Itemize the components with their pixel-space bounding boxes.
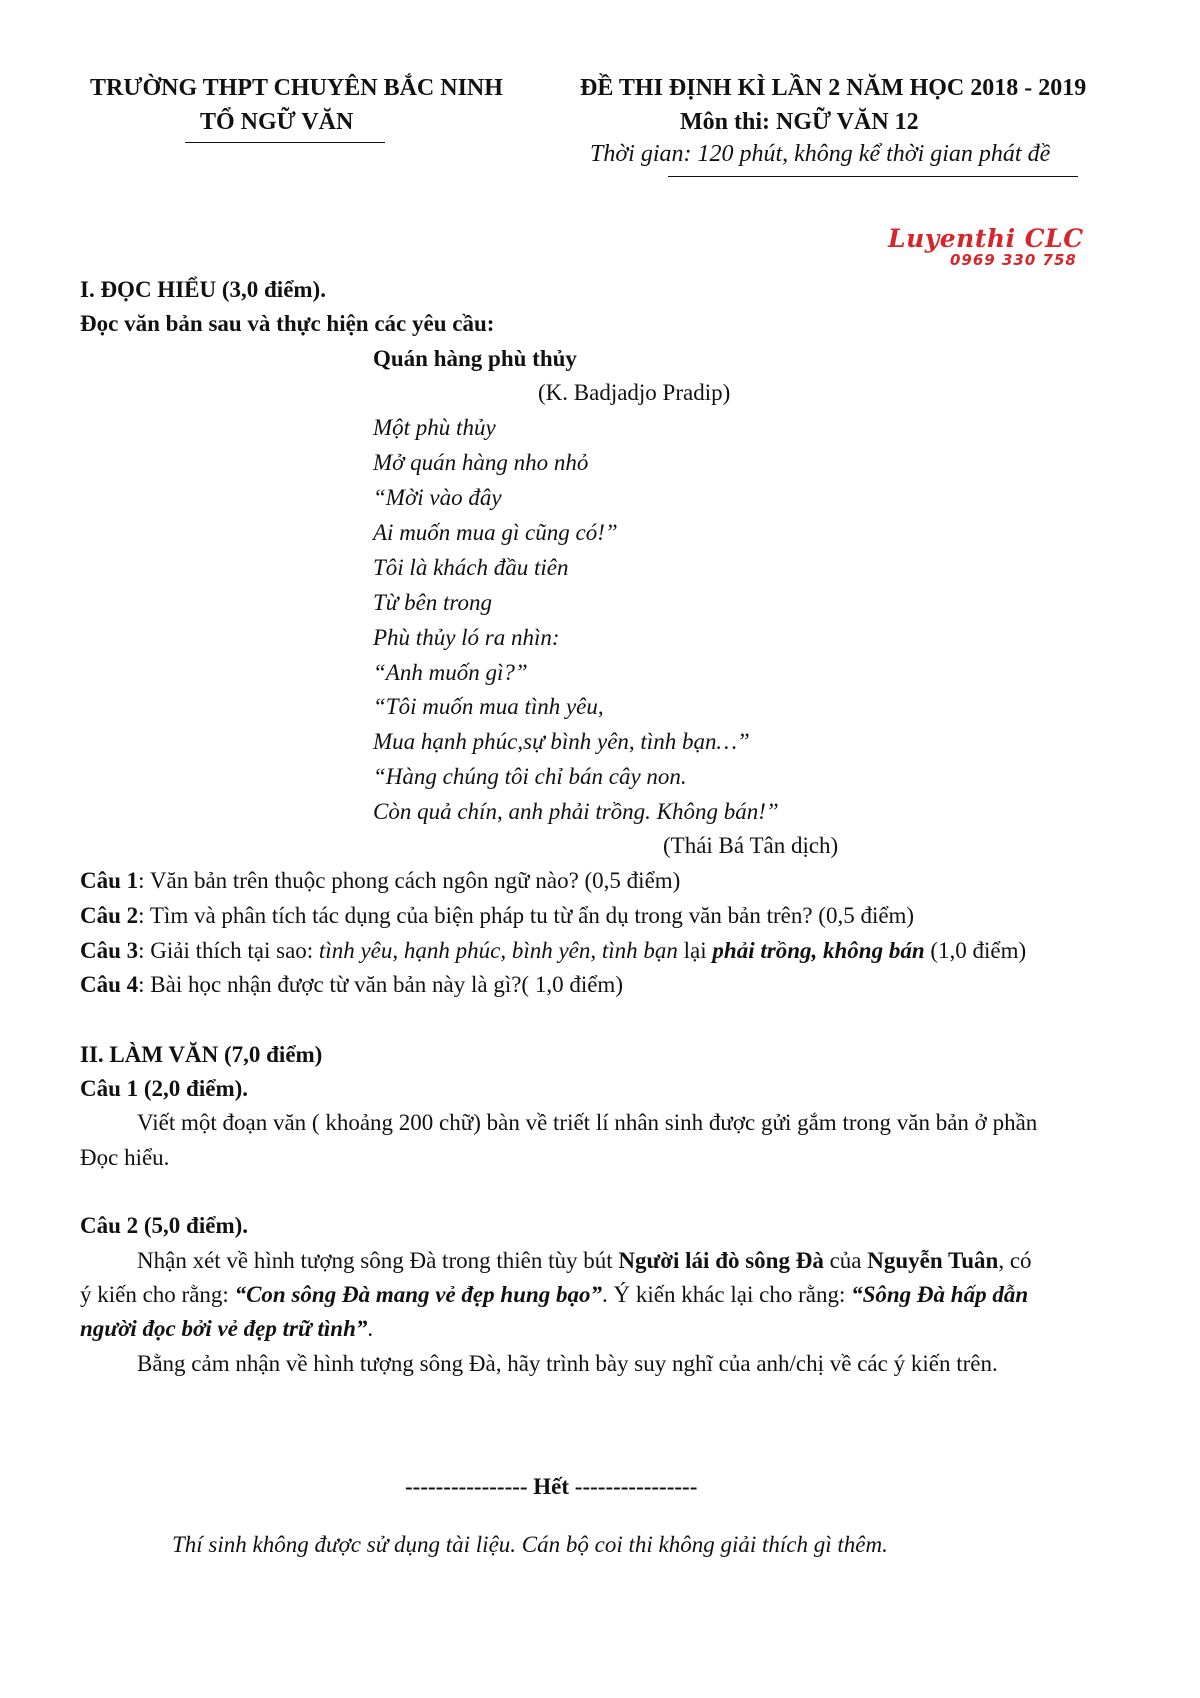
school-name: TRƯỜNG THPT CHUYÊN BẮC NINH (90, 75, 503, 101)
poem-line: “Mời vào đây (373, 485, 502, 510)
watermark-logo (888, 226, 1118, 268)
part2-question-2-line: Bằng cảm nhận về hình tượng sông Đà, hãy trình bày suy nghĩ của anh/chị về các ý kiến trên. (137, 1351, 998, 1376)
q2-text: Nhận xét về hình tượng sông Đà trong thiên tùy bút (137, 1248, 619, 1273)
poem-title: Quán hàng phù thủy (373, 346, 577, 371)
department-name: TỔ NGỮ VĂN (200, 109, 354, 135)
question-3-mid: lại (677, 938, 713, 963)
poem-line: Mở quán hàng nho nhỏ (373, 450, 589, 475)
duration-underline (668, 176, 1078, 177)
question-3 (80, 939, 1026, 962)
poem-line: Một phù thủy (373, 415, 496, 440)
q2-text: của (823, 1248, 868, 1273)
exam-title: ĐỀ THI ĐỊNH KÌ LẦN 2 NĂM HỌC 2018 - 2019 (580, 75, 1087, 101)
part2-question-2-line (80, 1317, 373, 1340)
opinion-quote-2: “Sông Đà hấp dẫn (851, 1282, 1029, 1307)
question-3-label: Câu 3 (80, 938, 139, 963)
part2-question-2-line (137, 1249, 1032, 1272)
q2-text: . (367, 1316, 374, 1341)
poem-line: “Hàng chúng tôi chỉ bán cây non. (373, 764, 687, 789)
question-3-italic: tình yêu, hạnh phúc, bình yên, tình bạn (318, 938, 678, 963)
part1-heading: I. ĐỌC HIỂU (3,0 điểm). (80, 277, 326, 302)
question-4-text: : Bài học nhận được từ văn bản này là gì?( 1,0 điểm) (138, 972, 623, 997)
part1-instruction: Đọc văn bản sau và thực hiện các yêu cầu: (80, 311, 495, 336)
author-name: Nguyễn Tuân (867, 1248, 999, 1273)
question-2 (80, 904, 914, 927)
part2-heading: II. LÀM VĂN (7,0 điểm) (80, 1042, 323, 1067)
q2-text: , có (998, 1248, 1032, 1273)
question-3-pre: : Giải thích tại sao: (138, 938, 319, 963)
question-4 (80, 973, 623, 996)
department-underline (185, 142, 385, 143)
exam-subject: Môn thi: NGỮ VĂN 12 (680, 109, 919, 135)
work-title: Người lái đò sông Đà (618, 1248, 824, 1273)
question-3-points: (1,0 điểm) (924, 938, 1027, 963)
poem-line: Còn quả chín, anh phải trồng. Không bán!” (373, 799, 779, 824)
footer-note: Thí sinh không được sử dụng tài liệu. Cán bộ coi thi không giải thích gì thêm. (172, 1532, 888, 1557)
poem-translator: (Thái Bá Tân dịch) (663, 833, 839, 858)
exam-duration: Thời gian: 120 phút, không kể thời gian phát đề (590, 141, 1051, 167)
part2-question-2-heading: Câu 2 (5,0 điểm). (80, 1213, 249, 1238)
question-1-text: : Văn bản trên thuộc phong cách ngôn ngữ nào? (0,5 điểm) (138, 868, 681, 893)
poem-line: Phù thủy ló ra nhìn: (373, 625, 560, 650)
q2-text: ý kiến cho rằng: (80, 1282, 235, 1307)
opinion-quote-2: người đọc bởi vẻ đẹp trữ tình” (80, 1316, 368, 1341)
end-mark: ---------------- Hết ---------------- (405, 1474, 698, 1499)
q2-text: . Ý kiến khác lại cho rằng: (602, 1282, 852, 1307)
poem-line: “Anh muốn gì?” (373, 660, 528, 685)
part2-question-2-line (80, 1283, 1028, 1306)
opinion-quote-1: “Con sông Đà mang vẻ đẹp hung bạo” (234, 1282, 602, 1307)
poem-line: Tôi là khách đầu tiên (373, 555, 569, 580)
question-1-label: Câu 1 (80, 868, 139, 893)
part2-question-1-line: Viết một đoạn văn ( khoảng 200 chữ) bàn về triết lí nhân sinh được gửi gắm trong văn bản ở phần (137, 1110, 1038, 1135)
part2-question-1-heading: Câu 1 (2,0 điểm). (80, 1076, 249, 1101)
poem-author: (K. Badjadjo Pradip) (538, 380, 731, 405)
question-4-label: Câu 4 (80, 972, 139, 997)
poem-line: “Tôi muốn mua tình yêu, (373, 694, 604, 719)
part2-question-1-line: Đọc hiểu. (80, 1145, 170, 1170)
poem-line: Mua hạnh phúc,sự bình yên, tình bạn…” (373, 729, 750, 754)
poem-line: Ai muốn mua gì cũng có!” (373, 520, 618, 545)
question-1 (80, 869, 680, 892)
watermark-brand: Luyenthi CLC (888, 224, 1084, 253)
watermark-phone: 0969 330 758 (950, 251, 1077, 269)
question-2-text: : Tìm và phân tích tác dụng của biện pháp tu từ ẩn dụ trong văn bản trên? (0,5 điểm) (138, 903, 915, 928)
question-3-emphasis: phải trồng, không bán (712, 938, 925, 963)
question-2-label: Câu 2 (80, 903, 139, 928)
poem-line: Từ bên trong (373, 590, 493, 615)
